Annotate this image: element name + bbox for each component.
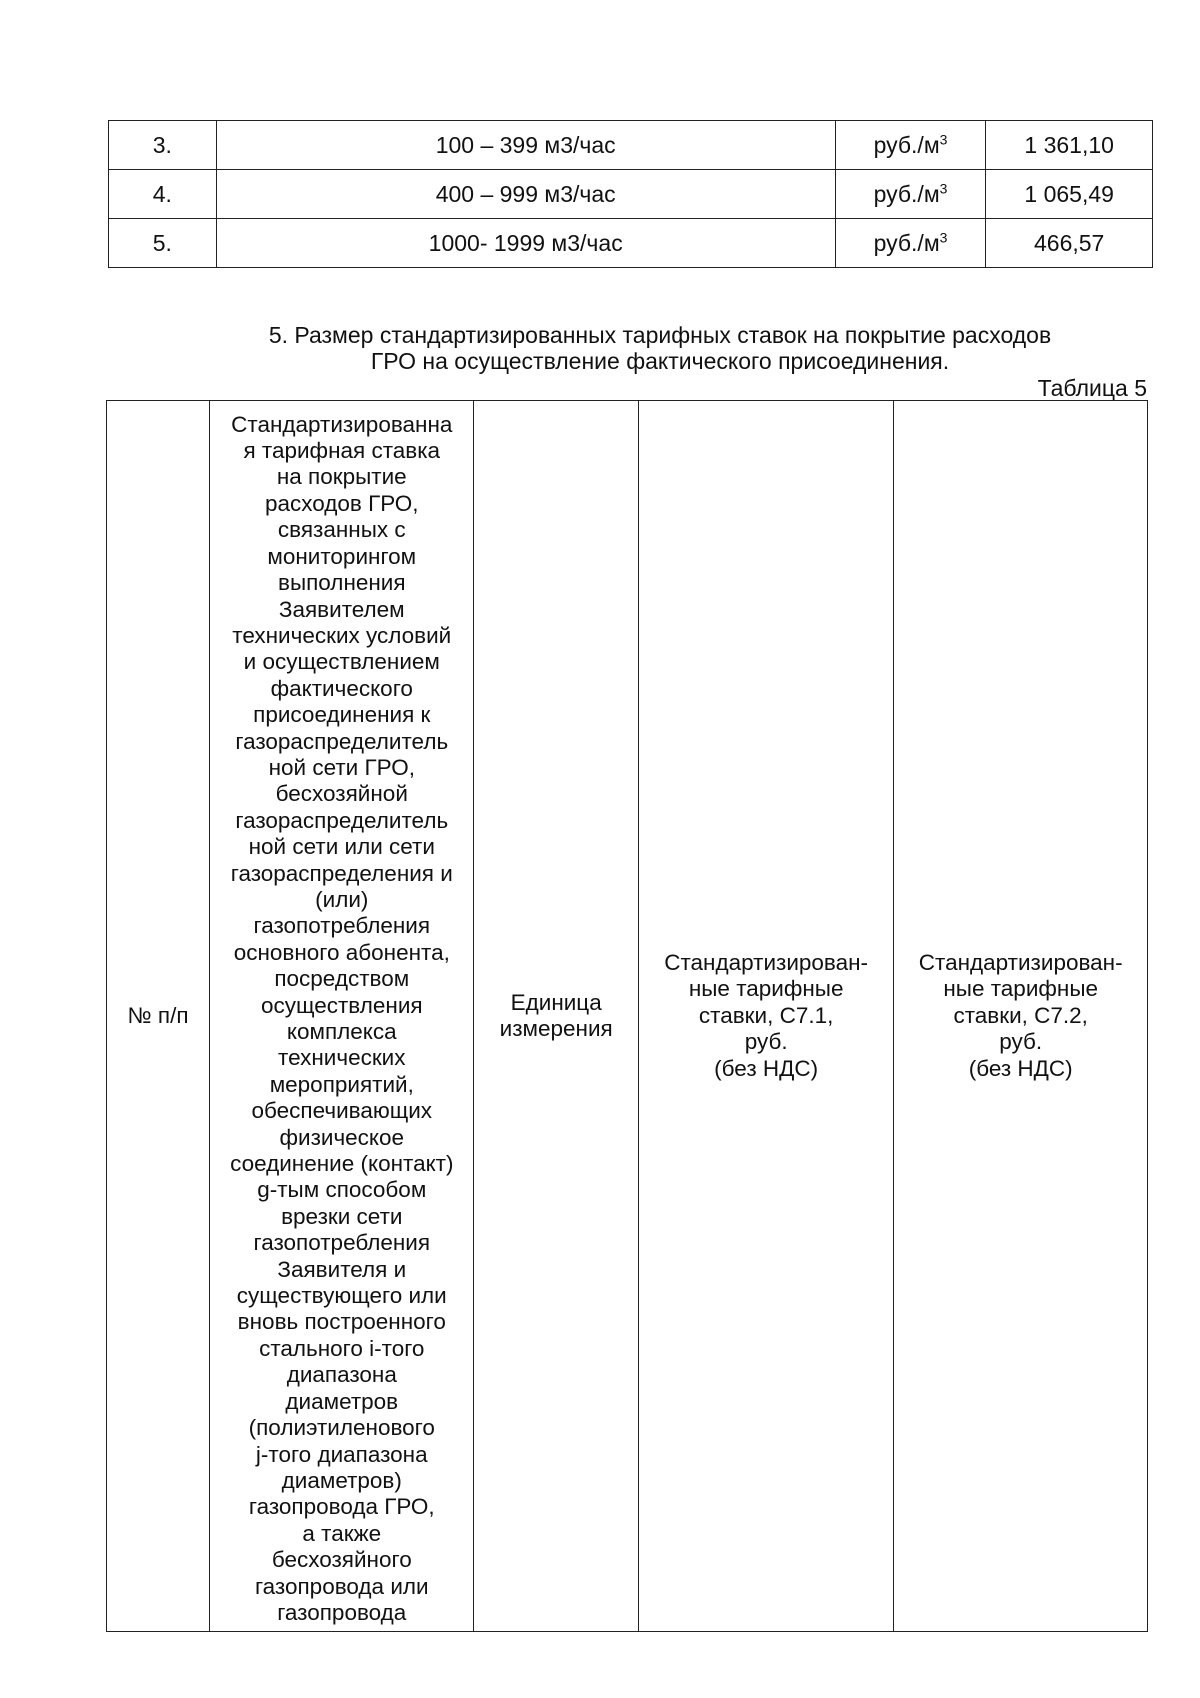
capacity-range: 400 – 999 м3/час [216,170,835,219]
rate-value: 466,57 [986,219,1153,268]
table-5 [106,400,1148,1632]
unit-superscript: 3 [939,228,948,245]
row-number: 3. [109,121,217,170]
header-unit: Единица измерения [474,401,638,1632]
unit-text: руб./м [873,229,940,256]
row-number: 4. [109,170,217,219]
rates-table-continued [108,120,1153,268]
unit-cell [835,121,986,170]
unit-superscript: 3 [939,130,948,147]
table-row [109,121,1153,170]
unit-text: руб./м [873,131,940,158]
unit-superscript: 3 [939,179,948,196]
table-caption: Таблица 5 [1037,375,1147,401]
unit-cell [835,170,986,219]
header-rate-description: Стандартизированна я тарифная ставка на покрытие расходов ГРО, связанных с мониторингом выполнения Заявителем технических условий и осуществлением фактического присоединения к газораспределитель ной сети ГРО, бесхозяйной газораспределитель ной сети или сети газораспределения и (или) газопотребления основного абонента, посредством осуществления комплекса технических мероприятий, обеспечивающих физическое соединение (контакт) g-тым способом врезки сети газопотребления Заявителя и существующего или вновь построенного стального i-того диапазона диаметров (полиэтиленового j-того диапазона диаметров) газопровода ГРО, а также бесхозяйного газопровода или газопровода [210,401,474,1632]
rate-value: 1 065,49 [986,170,1153,219]
capacity-range: 100 – 399 м3/час [216,121,835,170]
table-header-row [107,401,1148,1632]
row-number: 5. [109,219,217,268]
header-rate-c72: Стандартизирован- ные тарифные ставки, С7.2, руб. (без НДС) [894,401,1148,1632]
header-rate-c71: Стандартизирован- ные тарифные ставки, С7.1, руб. (без НДС) [638,401,893,1632]
rate-value: 1 361,10 [986,121,1153,170]
table-row [109,170,1153,219]
unit-cell [835,219,986,268]
table-row [109,219,1153,268]
unit-text: руб./м [873,180,940,207]
capacity-range: 1000- 1999 м3/час [216,219,835,268]
header-row-number: № п/п [107,401,210,1632]
section-heading: 5. Размер стандартизированных тарифных ставок на покрытие расходов ГРО на осуществление фактического присоединения. [268,322,1052,374]
